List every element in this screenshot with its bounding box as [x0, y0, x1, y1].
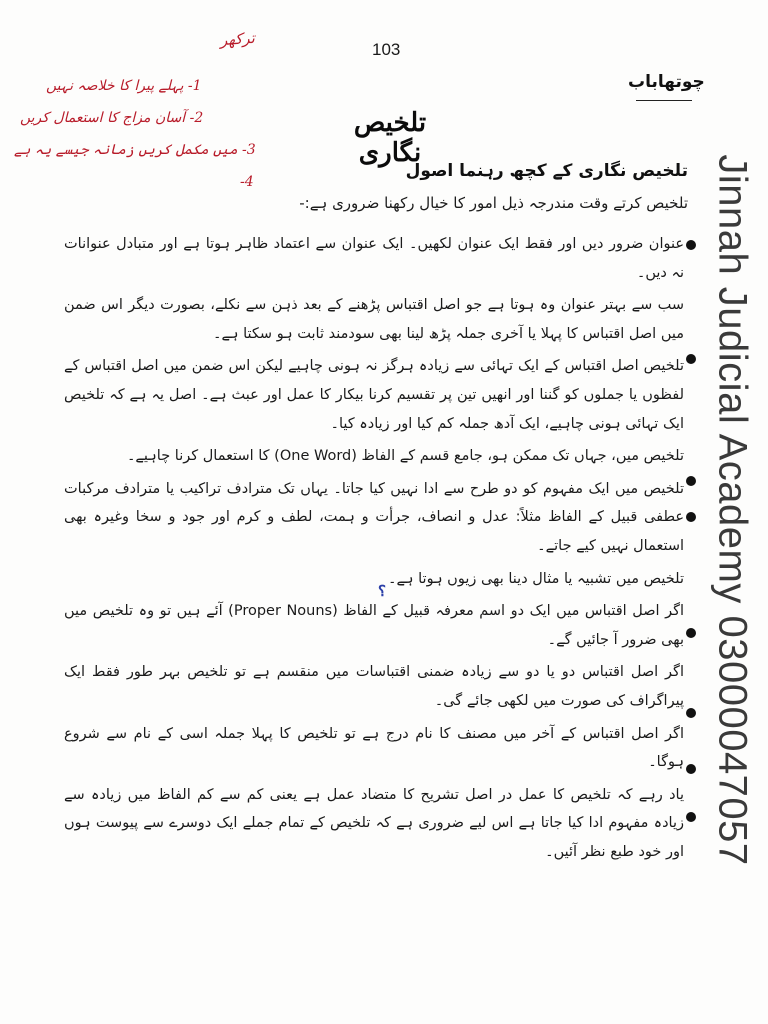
paragraph-1: عنوان ضرور دیں اور فقط ایک عنوان لکھیں۔ ایک عنوان سے اعتماد ظاہر ہوتا ہے اور متبادل عنوانات نہ دیں۔: [64, 236, 684, 281]
paragraph-3: تلخیص اصل اقتباس کے ایک تہائی سے زیادہ ہرگز نہ ہونی چاہیے لیکن اس ضمن میں اصل اقتباس کے لفظوں یا جملوں کو گننا اور انھیں تین پر تقسیم کرنا بیکار کا عمل اور عبث ہے۔ اصل یہ ہے کہ تلخیص ایک تہائی ہونی چاہیے، ایک آدھ جملہ کم کیا اور زیادہ کیا۔: [64, 358, 684, 432]
paragraph-7: اگر اصل اقتباس میں ایک دو اسم معرفہ قبیل کے الفاظ (Proper Nouns) آئے ہیں تو وہ تلخیص میں بھی ضرور آ جائیں گے۔: [64, 603, 685, 648]
section-heading: تلخیص نگاری کے کچھ رہنما اصول: [405, 161, 688, 181]
handwritten-line-1: 1- پہلے پیرا کا خلاصہ نہیں: [46, 78, 202, 94]
paragraph-5: تلخیص میں ایک مفہوم کو دو طرح سے ادا نہیں کیا جاتا۔ یہاں تک مترادف تراکیب یا مترادف مرکبات عطفی قبیل کے الفاظ مثلاً: عدل و انصاف، جرأت و ہمت، لطف و کرم اور جود و سخا وغیرہ بھی استعمال نہیں کیے جاتے۔: [64, 480, 684, 554]
paragraph-8: اگر اصل اقتباس دو یا دو سے زیادہ ضمنی اقتباسات میں منقسم ہے تو تلخیص بہر طور فقط ایک پیراگراف کی صورت میں لکھی جائے گی۔: [64, 664, 684, 709]
paragraph-2: سب سے بہتر عنوان وہ ہوتا ہے جو اصل اقتباس پڑھنے کے بعد ذہن سے نکلے، بصورت دیگر اس ضمن میں اصل اقتباس کا پہلا یا آخری جملہ پڑھ لینا بھی سودمند ثابت ہو سکتا ہے۔: [64, 297, 684, 342]
bullet-icon: [686, 354, 696, 364]
bullet-icon: [686, 812, 696, 822]
handwritten-line-4: 4-: [240, 174, 254, 190]
paragraph-9: اگر اصل اقتباس کے آخر میں مصنف کا نام درج ہے تو تلخیص کا پہلا جملہ اسی کے نام سے شروع ہوگا۔: [64, 725, 684, 771]
bullet-icon: [686, 476, 696, 486]
handwritten-line-3: 3- میں مکمل کریں زمانہ جیسے یہ ہے: [14, 142, 256, 158]
chapter-underline: [636, 100, 692, 101]
bullet-icon: [686, 628, 696, 638]
bullet-icon: [686, 764, 696, 774]
question-mark-annotation: ؟: [378, 583, 386, 600]
chapter-label: چوتھاباب: [628, 72, 705, 92]
paragraph-4: تلخیص میں، جہاں تک ممکن ہو، جامع قسم کے الفاظ (One Word) کا استعمال کرنا چاہیے۔: [126, 448, 684, 465]
watermark: [702, 40, 762, 980]
bullet-icon: [686, 240, 696, 250]
bullet-icon: [686, 708, 696, 718]
handwritten-notes: [6, 28, 306, 198]
body-text: [64, 230, 684, 870]
paragraph-6: تلخیص میں تشبیہ یا مثال دینا بھی زیوں ہوتا ہے۔: [388, 570, 684, 587]
watermark-text: Jinnah Judicial Academy 03000047057: [710, 154, 755, 866]
chapter-title: تلخیص نگاری: [353, 108, 427, 168]
bullet-icon: [686, 512, 696, 522]
handwritten-line-2: 2- آسان مزاج کا استعمال کریں: [20, 110, 204, 126]
handwritten-title: ترکھر: [219, 28, 256, 50]
intro-text: تلخیص کرتے وقت مندرجہ ذیل امور کا خیال رکھنا ضروری ہے:-: [299, 194, 688, 212]
paragraph-10: یاد رہے کہ تلخیص کا عمل در اصل تشریح کا متضاد عمل ہے یعنی کم سے کم الفاظ میں زیادہ سے زیادہ مفہوم ادا کیا جاتا ہے اس لیے ضروری ہے کہ تلخیص کے تمام جملے ایک دوسرے سے پیوست ہوں اور خود طبع نظر آئیں۔: [64, 786, 684, 860]
page-number: 103: [372, 40, 401, 59]
